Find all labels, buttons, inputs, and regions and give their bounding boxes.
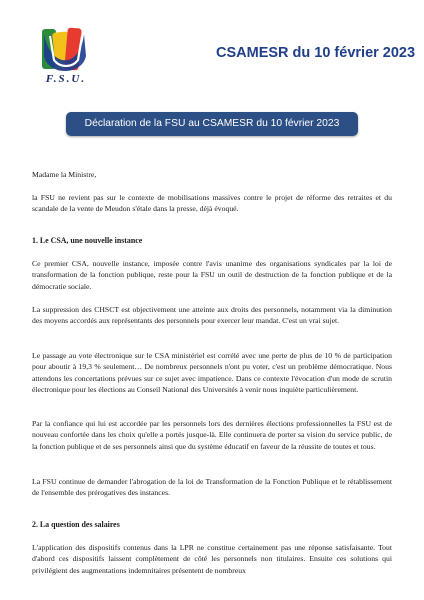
section-1-paragraph-4: Par la confiance qui lui est accordée par les personnels lors des dernières élections professionnelles la FSU est de nouveau confortée dans les choix qu'elle a portés jusque-là. Elle continuera de porter sa vision du service public, de la fonction publique et de ses personnels ainsi que du système éducatif en faveur de la réussite de toutes et tous. — [32, 419, 392, 451]
section-1-paragraph-2: La suppression des CHSCT est objectivement une atteinte aux droits des personnels, notamment via la diminution des moyens accordés aux représentants des personnels pour exercer leur mandat. C'est un vrai sujet. — [32, 305, 392, 326]
page-title: CSAMESR du 10 février 2023 — [216, 45, 416, 61]
section-2-paragraph-1: L'application des dispositifs contenus dans la LPR ne constitue certainement pas une réponse satisfaisante. Tout d'abord ces dispositifs laissent complètement de côté les personnels non titulaires. Ensuite ces solutions qui privilégient des augmentations indemnitaires présentent de nombreux — [32, 543, 392, 575]
salutation: Madame la Ministre, — [32, 170, 97, 179]
section-1-heading: 1. Le CSA, une nouvelle instance — [32, 236, 143, 245]
section-1-paragraph-3: Le passage au vote électronique sur le CSA ministériel est corrélé avec une perte de plus de 10 % de participation pour aboutir à 19,3 % seulement… De nombreux personnels n'ont pu voter, c'est un problème démocratique. Nous attendons les concertations prévues sur ce sujet avec impatience. Dans ce contexte l'évocation d'un mode de scrutin électronique pour les élections au Conseil National des Universités à venir nous inquiète particulièrement. — [32, 351, 392, 395]
section-2-heading: 2. La question des salaires — [32, 520, 120, 529]
section-1-paragraph-1: Ce premier CSA, nouvelle instance, imposée contre l'avis unanime des organisations syndicales par la loi de transformation de la fonction publique, reste pour la FSU un outil de destruction de la fonction publique et de la démocratie sociale. — [32, 259, 392, 291]
fsu-u-logo-icon — [40, 26, 92, 72]
intro-paragraph: la FSU ne revient pas sur le contexte de mobilisations massives contre le projet de réforme des retraites et du scandale de la vente de Meudon s'étale dans la presse, déjà évoqué. — [32, 193, 392, 214]
banner-text: Déclaration de la FSU au CSAMESR du 10 février 2023 — [84, 118, 340, 129]
section-1-paragraph-5: La FSU continue de demander l'abrogation de la loi de Transformation de la Fonction Publique et le rétablissement de l'ensemble des prérogatives des instances. — [32, 477, 392, 498]
declaration-banner — [66, 112, 358, 136]
fsu-logo — [36, 26, 96, 88]
logo-text: F.S.U. — [45, 73, 87, 85]
